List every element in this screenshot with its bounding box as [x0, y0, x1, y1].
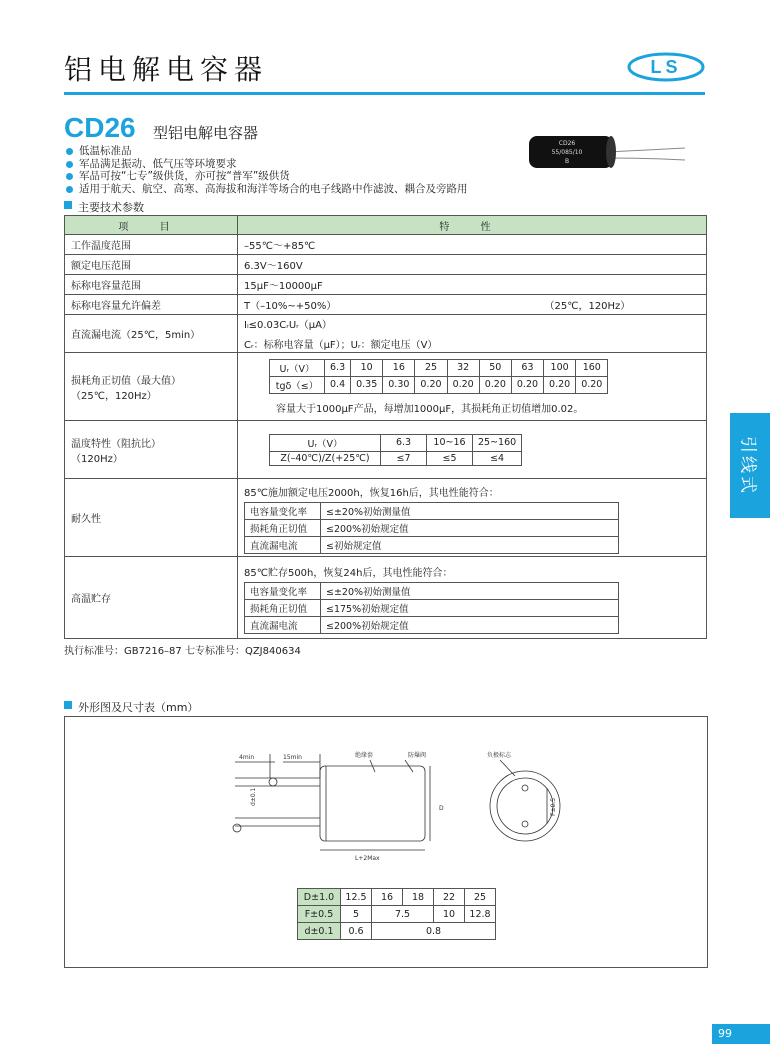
dim-head: D±1.0: [298, 889, 341, 906]
photo-label-2: 55/085/10: [551, 149, 583, 156]
feature-item: 适用于航天、航空、高寒、高海拔和海洋等场合的电子线路中作滤波、耦合及旁路用: [64, 183, 468, 196]
row-label: 额定电压范围: [65, 255, 238, 275]
label-negative: 负极标志: [487, 752, 512, 759]
imp-voltage: 6.3: [381, 434, 427, 451]
dim-cell: 16: [372, 889, 403, 906]
impedance-table: [269, 434, 522, 466]
row-value: [238, 315, 707, 353]
tan-value: 0.30: [383, 376, 415, 393]
tan-value: 0.20: [544, 376, 576, 393]
tan-voltage: 10: [351, 359, 383, 376]
capacitor-photo: [527, 132, 687, 172]
dim-cell: 10: [434, 906, 465, 923]
title-rule: [64, 92, 705, 95]
dur-limit: ≤初始规定值: [321, 536, 619, 553]
label-vent: 防爆阀: [408, 752, 427, 759]
tan-voltage: 160: [576, 359, 608, 376]
dim-head: F±0.5: [298, 906, 341, 923]
section-heading-dimensions: 外形图及尺寸表（mm）: [64, 699, 198, 715]
row-value: 15μF～10000μF: [238, 275, 707, 295]
tan-value: 0.20: [511, 376, 543, 393]
tan-voltage: 25: [415, 359, 447, 376]
tolerance-value: T（–10%~+50%）: [244, 301, 337, 312]
store-param: 损耗角正切值: [245, 599, 321, 616]
tan-voltage: 32: [447, 359, 479, 376]
dim-cell: 12.8: [465, 906, 496, 923]
dim-lead-diameter: d±0.1: [250, 787, 257, 806]
header-characteristics: 特 性: [238, 216, 707, 235]
dim-cell: 7.5: [372, 906, 434, 923]
feature-item: 军品满足振动、低气压等环境要求: [64, 158, 468, 171]
imp-voltage: 25~160: [473, 434, 522, 451]
model-subtitle: 型铝电解电容器: [153, 124, 259, 142]
tan-voltage: 6.3: [325, 359, 351, 376]
page-number: 99: [712, 1024, 770, 1044]
dur-param: 直流漏电流: [245, 536, 321, 553]
row-label: [65, 353, 238, 421]
imp-head-voltage: Uᵣ（V）: [270, 434, 381, 451]
header-item: 项 目: [65, 216, 238, 235]
tan-value: 0.20: [415, 376, 447, 393]
feature-item: 军品可按“七专”级供货，亦可按“普军”级供货: [64, 170, 468, 183]
dur-param: 损耗角正切值: [245, 519, 321, 536]
tan-voltage: 16: [383, 359, 415, 376]
dur-limit: ≤200%初始规定值: [321, 519, 619, 536]
feature-list: [64, 145, 468, 195]
dim-body-diameter: D: [439, 805, 444, 812]
impedance-condition: （120Hz）: [71, 453, 123, 465]
outline-drawing: [225, 748, 565, 863]
leakage-formula: Iₗ≤0.03CᵣUᵣ（μA）: [244, 320, 332, 331]
durability-intro: 85℃施加额定电压2000h，恢复16h后，其电性能符合：: [244, 487, 499, 499]
store-limit: ≤175%初始规定值: [321, 599, 619, 616]
imp-value: ≤5: [427, 451, 473, 465]
dim-cell: 25: [465, 889, 496, 906]
tan-value: 0.20: [447, 376, 479, 393]
leakage-note: Cᵣ：标称电容量（μF）；Uᵣ：额定电压（V）: [244, 340, 438, 351]
row-label: 高温贮存: [65, 557, 238, 639]
store-limit: ≤±20%初始测量值: [321, 582, 619, 599]
row-value: [238, 353, 707, 421]
dim-body-length: L+2Max: [355, 855, 380, 862]
store-param: 电容量变化率: [245, 582, 321, 599]
tan-voltage: 50: [479, 359, 511, 376]
row-label: 工作温度范围: [65, 235, 238, 255]
dim-cell: 18: [403, 889, 434, 906]
tan-note: 容量大于1000μF产品，每增加1000μF，其损耗角正切值增加0.02。: [276, 403, 584, 415]
photo-label-1: CD26: [558, 140, 576, 147]
dimension-table: [297, 888, 496, 940]
feature-item: 低温标准品: [64, 145, 468, 158]
photo-label-3: B: [564, 158, 570, 165]
dim-lead-spacing: F±0.5: [550, 797, 557, 816]
row-label: 耐久性: [65, 479, 238, 557]
section-heading-specs: 主要技术参数: [64, 199, 144, 215]
dim-lead-length: 15min: [283, 754, 302, 761]
model-code: CD26: [64, 112, 136, 143]
tan-voltage: 63: [511, 359, 543, 376]
side-tab-label: 引线式: [737, 435, 758, 496]
imp-value: ≤4: [473, 451, 522, 465]
row-value: [238, 421, 707, 479]
imp-head-ratio: Z(–40℃)/Z(+25℃): [270, 451, 381, 465]
brand-logo: [627, 52, 705, 82]
row-value: 6.3V～160V: [238, 255, 707, 275]
dur-param: 电容量变化率: [245, 502, 321, 519]
storage-intro: 85℃贮存500h，恢复24h后，其电性能符合：: [244, 567, 453, 579]
row-label: 标称电容量允许偏差: [65, 295, 238, 315]
tan-value: 0.35: [351, 376, 383, 393]
dim-cell: 12.5: [341, 889, 372, 906]
tan-voltage: 100: [544, 359, 576, 376]
tan-value: 0.4: [325, 376, 351, 393]
row-label: 直流漏电流（25℃，5min）: [65, 315, 238, 353]
imp-voltage: 10~16: [427, 434, 473, 451]
tan-label: 损耗角正切值（最大值）: [71, 375, 181, 387]
tan-value: 0.20: [479, 376, 511, 393]
dim-cell: 5: [341, 906, 372, 923]
tan-head-voltage: Uᵣ（V）: [270, 359, 325, 376]
row-value: [238, 557, 707, 639]
store-limit: ≤200%初始规定值: [321, 616, 619, 633]
tan-delta-table: [269, 359, 608, 394]
standard-numbers: 执行标准号：GB7216–87 七专标准号：QZJ840634: [64, 646, 301, 657]
durability-table: [244, 502, 619, 554]
dim-cell: 0.8: [372, 923, 496, 940]
dim-head: d±0.1: [298, 923, 341, 940]
side-category-tab: [730, 413, 770, 518]
tolerance-condition: （25℃，120Hz）: [544, 301, 631, 312]
store-param: 直流漏电流: [245, 616, 321, 633]
impedance-label: 温度特性（阻抗比）: [71, 438, 161, 450]
row-value: –55℃～+85℃: [238, 235, 707, 255]
page-title: 铝电解电容器: [64, 53, 269, 86]
tan-value: 0.20: [576, 376, 608, 393]
imp-value: ≤7: [381, 451, 427, 465]
dur-limit: ≤±20%初始测量值: [321, 502, 619, 519]
row-value: [238, 479, 707, 557]
row-label: [65, 421, 238, 479]
row-label: 标称电容量范围: [65, 275, 238, 295]
label-sleeve: 绝缘套: [355, 752, 374, 759]
dim-cell: 0.6: [341, 923, 372, 940]
tan-head-value: tgδ（≤）: [270, 376, 325, 393]
row-value: [238, 295, 707, 315]
storage-table: [244, 582, 619, 634]
spec-table: [64, 215, 707, 639]
tan-condition: （25℃，120Hz）: [71, 390, 157, 402]
dim-cell: 22: [434, 889, 465, 906]
dim-lead-min: 4min: [239, 754, 255, 761]
brand-text: LS: [650, 57, 682, 77]
